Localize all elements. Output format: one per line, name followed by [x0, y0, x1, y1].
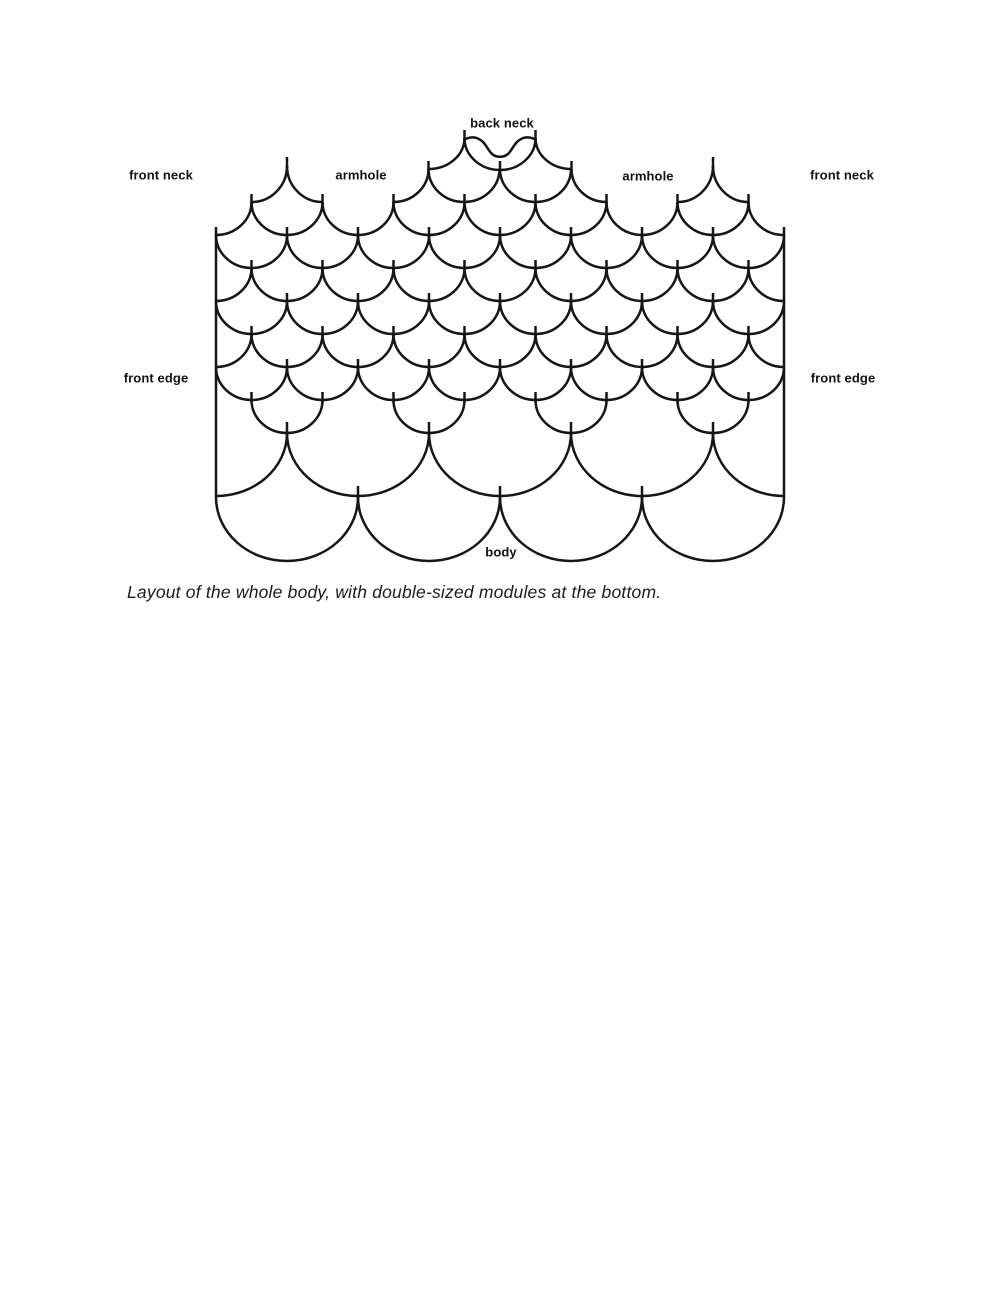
diagram-caption: Layout of the whole body, with double-sized modules at the bottom. [127, 582, 662, 602]
label-body: body [485, 544, 517, 560]
label-front-neck-right: front neck [810, 167, 874, 183]
label-back-neck: back neck [470, 115, 534, 131]
label-front-edge-right: front edge [810, 370, 876, 386]
label-front-edge-left: front edge [123, 370, 189, 386]
label-front-neck-left: front neck [129, 167, 193, 183]
label-armhole-left: armhole [335, 167, 387, 183]
label-armhole-right: armhole [622, 168, 674, 184]
